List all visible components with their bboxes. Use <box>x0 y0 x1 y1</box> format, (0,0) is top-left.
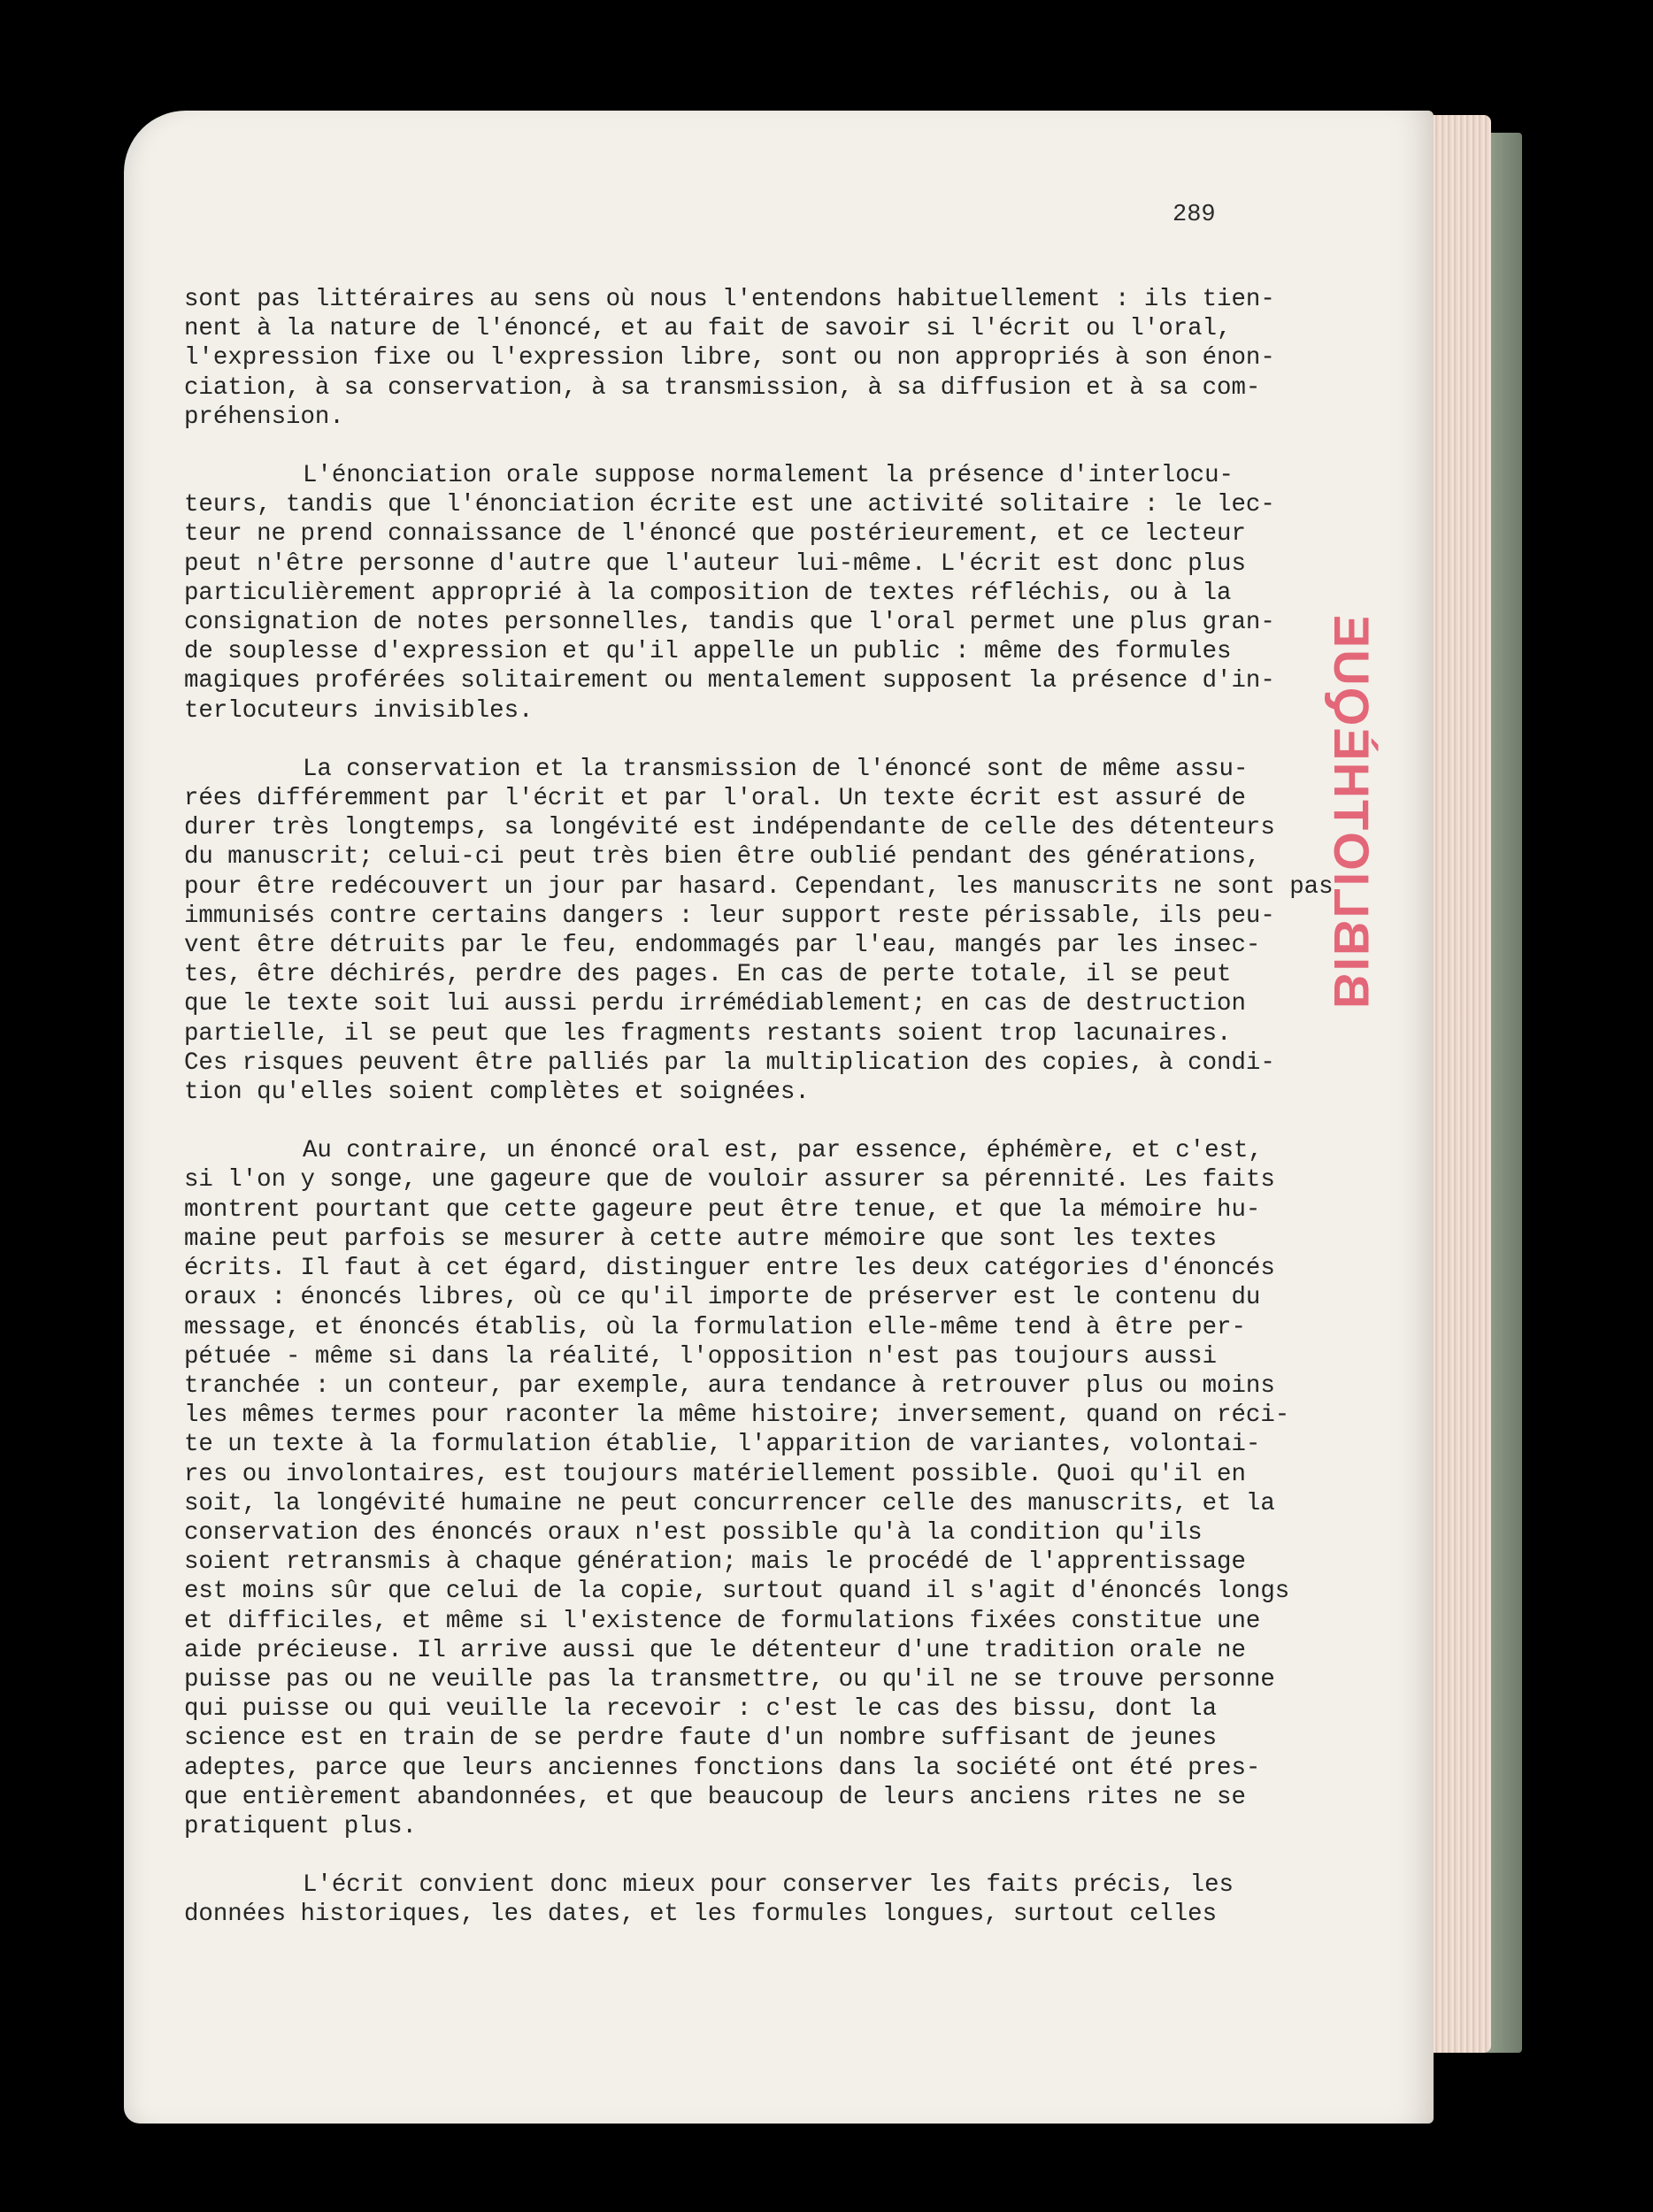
text-line: l'expression fixe ou l'expression libre, sont ou non appropriés à son énon- <box>184 344 1275 373</box>
text-line: du manuscrit; celui-ci peut très bien être oublié pendant des générations, <box>184 843 1261 872</box>
text-line: pour être redécouvert un jour par hasard. Cependant, les manuscrits ne sont pas <box>184 872 1334 901</box>
text-line: consignation de notes personnelles, tandis que l'oral permet une plus gran- <box>184 609 1275 637</box>
text-line: nent à la nature de l'énoncé, et au fait de savoir si l'écrit ou l'oral, <box>184 315 1232 343</box>
text-line: Au contraire, un énoncé oral est, par essence, éphémère, et c'est, <box>303 1137 1263 1165</box>
paragraph <box>184 1136 1299 1841</box>
text-line: adeptes, parce que leurs anciennes fonctions dans la société ont été pres- <box>184 1754 1261 1782</box>
paragraph <box>184 1870 1299 1929</box>
text-line: message, et énoncés établis, où la formulation elle-même tend à être per- <box>184 1313 1246 1341</box>
text-line: teurs, tandis que l'énonciation écrite est une activité solitaire : le lec- <box>184 491 1275 519</box>
text-line: ciation, à sa conservation, à sa transmission, à sa diffusion et à sa com- <box>184 373 1261 402</box>
body-text <box>184 285 1334 1959</box>
text-line: et difficiles, et même si l'existence de formulations fixées constitue une <box>184 1607 1261 1635</box>
text-line: maine peut parfois se mesurer à cette autre mémoire que sont les textes <box>184 1225 1218 1253</box>
text-line: que entièrement abandonnées, et que beaucoup de leurs anciens rites ne se <box>184 1783 1246 1811</box>
page-number: 289 <box>1172 202 1216 228</box>
text-line: La conservation et la transmission de l'énoncé sont de même assu- <box>303 755 1249 783</box>
library-stamp: BIBLIOTHÈQUE <box>1324 612 1380 1009</box>
text-line: soit, la longévité humaine ne peut concurrencer celle des manuscrits, et la <box>184 1489 1275 1517</box>
text-line: L'écrit convient donc mieux pour conserver les faits précis, les <box>303 1871 1234 1900</box>
text-line: si l'on y songe, une gageure que de vouloir assurer sa pérennité. Les faits <box>184 1166 1275 1194</box>
text-line: montrent pourtant que cette gageure peut être tenue, et que la mémoire hu- <box>184 1195 1261 1224</box>
text-line: magiques proférées solitairement ou mentalement supposent la présence d'in- <box>184 667 1275 695</box>
text-line: immunisés contre certains dangers : leur support reste périssable, ils peu- <box>184 902 1275 930</box>
text-line: données historiques, les dates, et les formules longues, surtout celles <box>184 1901 1218 1929</box>
text-line: est moins sûr que celui de la copie, surtout quand il s'agit d'énoncés longs <box>184 1578 1290 1606</box>
text-line: tion qu'elles soient complètes et soignées. <box>184 1079 810 1107</box>
text-line: que le texte soit lui aussi perdu irrémédiablement; en cas de destruction <box>184 990 1246 1018</box>
text-line: puisse pas ou ne veuille pas la transmettre, ou qu'il ne se trouve personne <box>184 1665 1275 1694</box>
text-line: particulièrement approprié à la composition de textes réfléchis, ou à la <box>184 579 1232 607</box>
text-line: partielle, il se peut que les fragments restants soient trop lacunaires. <box>184 1019 1232 1048</box>
paragraph <box>184 755 1334 1107</box>
text-line: de souplesse d'expression et qu'il appelle un public : même des formules <box>184 638 1232 666</box>
text-line: science est en train de se perdre faute d'un nombre suffisant de jeunes <box>184 1724 1218 1753</box>
text-line: te un texte à la formulation établie, l'apparition de variantes, volontai- <box>184 1431 1261 1459</box>
text-line: soient retransmis à chaque génération; mais le procédé de l'apprentissage <box>184 1548 1246 1577</box>
text-line: qui puisse ou qui veuille la recevoir : c'est le cas des bissu, dont la <box>184 1695 1218 1724</box>
paragraph <box>184 461 1299 726</box>
paragraph <box>184 285 1299 432</box>
text-line: terlocuteurs invisibles. <box>184 696 534 725</box>
text-line: pratiquent plus. <box>184 1812 417 1840</box>
text-line: pétuée - même si dans la réalité, l'opposition n'est pas toujours aussi <box>184 1342 1218 1371</box>
text-line: L'énonciation orale suppose normalement la présence d'interlocu- <box>303 462 1234 490</box>
text-line: durer très longtemps, sa longévité est indépendante de celle des détenteurs <box>184 814 1275 842</box>
text-line: res ou involontaires, est toujours matériellement possible. Quoi qu'il en <box>184 1460 1246 1488</box>
text-line: écrits. Il faut à cet égard, distinguer entre les deux catégories d'énoncés <box>184 1255 1275 1283</box>
text-line: peut n'être personne d'autre que l'auteur lui-même. L'écrit est donc plus <box>184 549 1246 578</box>
text-line: rées différemment par l'écrit et par l'oral. Un texte écrit est assuré de <box>184 785 1246 813</box>
text-line: sont pas littéraires au sens où nous l'entendons habituellement : ils tien- <box>184 286 1275 313</box>
text-line: tranchée : un conteur, par exemple, aura tendance à retrouver plus ou moins <box>184 1371 1275 1400</box>
text-line: teur ne prend connaissance de l'énoncé que postérieurement, et ce lecteur <box>184 520 1246 549</box>
text-line: préhension. <box>184 403 344 431</box>
text-line: vent être détruits par le feu, endommagés par l'eau, mangés par les insec- <box>184 932 1261 960</box>
text-line: tes, être déchirés, perdre des pages. En cas de perte totale, il se peut <box>184 961 1232 989</box>
text-line: Ces risques peuvent être palliés par la multiplication des copies, à condi- <box>184 1048 1275 1077</box>
text-line: aide précieuse. Il arrive aussi que le détenteur d'une tradition orale ne <box>184 1636 1246 1664</box>
text-line: oraux : énoncés libres, où ce qu'il importe de préserver est le contenu du <box>184 1284 1261 1312</box>
text-line: conservation des énoncés oraux n'est possible qu'à la condition qu'ils <box>184 1518 1203 1547</box>
text-line: les mêmes termes pour raconter la même histoire; inversement, quand on réci- <box>184 1402 1290 1430</box>
